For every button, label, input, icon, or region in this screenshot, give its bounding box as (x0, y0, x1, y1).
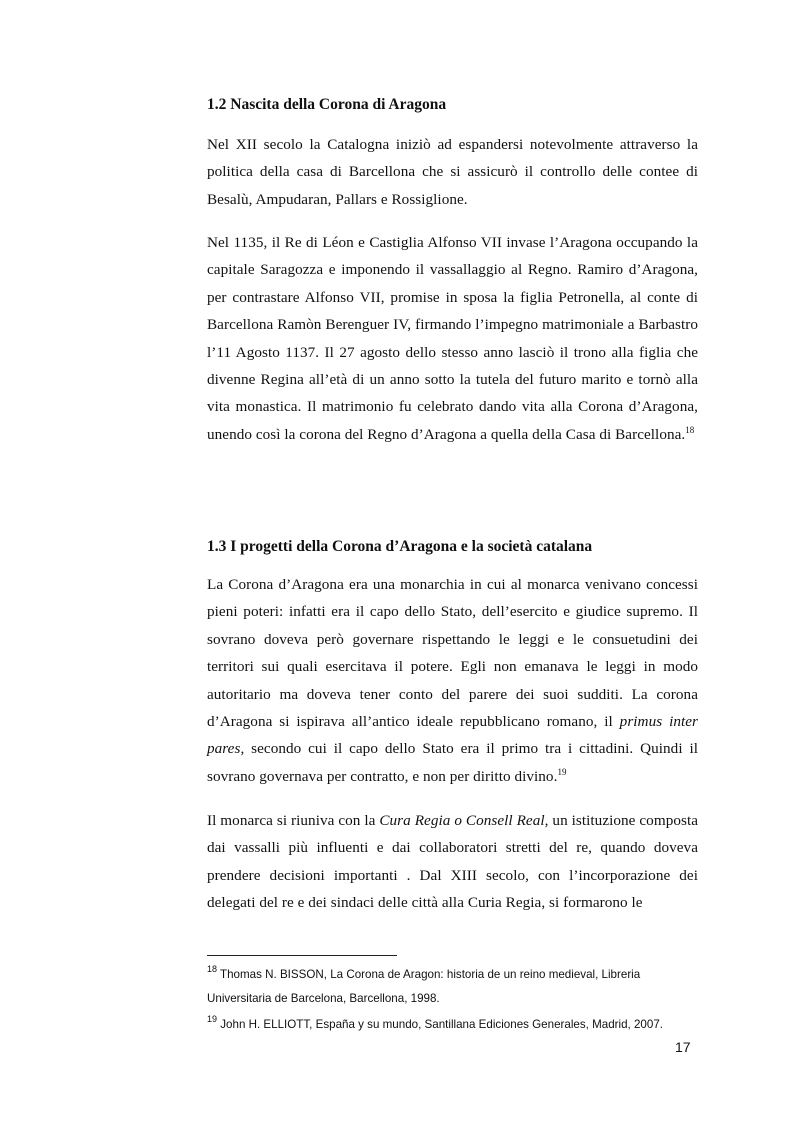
footnote-ref-18: 18 (685, 424, 695, 435)
footnote-separator (207, 955, 397, 956)
section-heading-1-3: 1.3 I progetti della Corona d’Aragona e la società catalana (207, 538, 593, 555)
paragraph-text: Nel XII secolo la Catalogna iniziò ad espandersi notevolmente attraverso la politica della casa di Barcellona che si assicurò il controllo delle contee di Besalù, Ampudaran, Pallars e Rossiglione. (207, 136, 698, 208)
paragraph-text: , un istituzione composta dai vassalli più influenti e dai collaboratori stretti del re, quando doveva prendere decisioni importanti . Dal XIII secolo, con l’incorporazione dei delegati del re e dei sindaci delle città alla Curia Regia, si formarono le (207, 812, 699, 912)
footnote-number: 19 (207, 1014, 218, 1024)
footnote-18 (207, 963, 697, 1011)
footnote-text: Thomas N. BISSON, La Corona de Aragon: historia de un reino medieval, Libreria Universitaria de Barcelona, Barcellona, 1998. (207, 968, 641, 1005)
paragraph-text: , secondo cui il capo dello Stato era il primo tra i cittadini. Quindi il sovrano governava per contratto, e non per diritto divino. (207, 740, 698, 785)
paragraph-1-3-curia (207, 807, 698, 917)
footnote-text: John H. ELLIOTT, España y su mundo, Santillana Ediciones Generales, Madrid, 2007. (220, 1018, 663, 1031)
section-heading-1-2: 1.2 Nascita della Corona di Aragona (207, 96, 447, 113)
paragraph-1-2-history (207, 229, 698, 448)
footnote-number: 18 (207, 964, 218, 974)
italic-term: primus inter pares (207, 713, 699, 758)
paragraph-text: Nel 1135, il Re di Léon e Castiglia Alfonso VII invase l’Aragona occupando la capitale Saragozza e imponendo il vassallaggio al Regno. Ramiro d’Aragona, per contrastare Alfonso VII, promise in sposa la figlia Petronella, al conte di Barcellona Ramòn Berenguer IV, firmando l’impegno matrimoniale a Barbastro l’11 Agosto 1137. Il 27 agosto dello stesso anno lasciò il trono alla figlia che divenne Regina all’età di un anno sotto la tutela del futuro marito e tornò alla vita monastica. Il matrimonio fu celebrato dando vita alla Corona d’Aragona, unendo così la corona del Regno d’Aragona a quella della Casa di Barcellona. (207, 234, 698, 443)
footnote-19 (207, 1013, 697, 1037)
italic-term: Cura Regia o Consell Real (379, 812, 545, 829)
paragraph-1-2-intro (207, 131, 698, 213)
paragraph-text: Il monarca si riuniva con la (207, 812, 380, 829)
paragraph-1-3-monarchy (207, 571, 698, 790)
page-number: 17 (675, 1039, 691, 1055)
paragraph-text: La Corona d’Aragona era una monarchia in cui al monarca venivano concessi pieni poteri: infatti era il capo dello Stato, dell’esercito e giudice supremo. Il sovrano doveva però governare rispettando le leggi e le consuetudini dei territori sui quali esercitava il potere. Egli non emanava le leggi in modo autoritario ma doveva tener conto del parere dei suoi sudditi. La corona d’Aragona si ispirava all’antico ideale repubblicano romano, il (207, 576, 698, 731)
footnote-ref-19: 19 (557, 766, 567, 777)
